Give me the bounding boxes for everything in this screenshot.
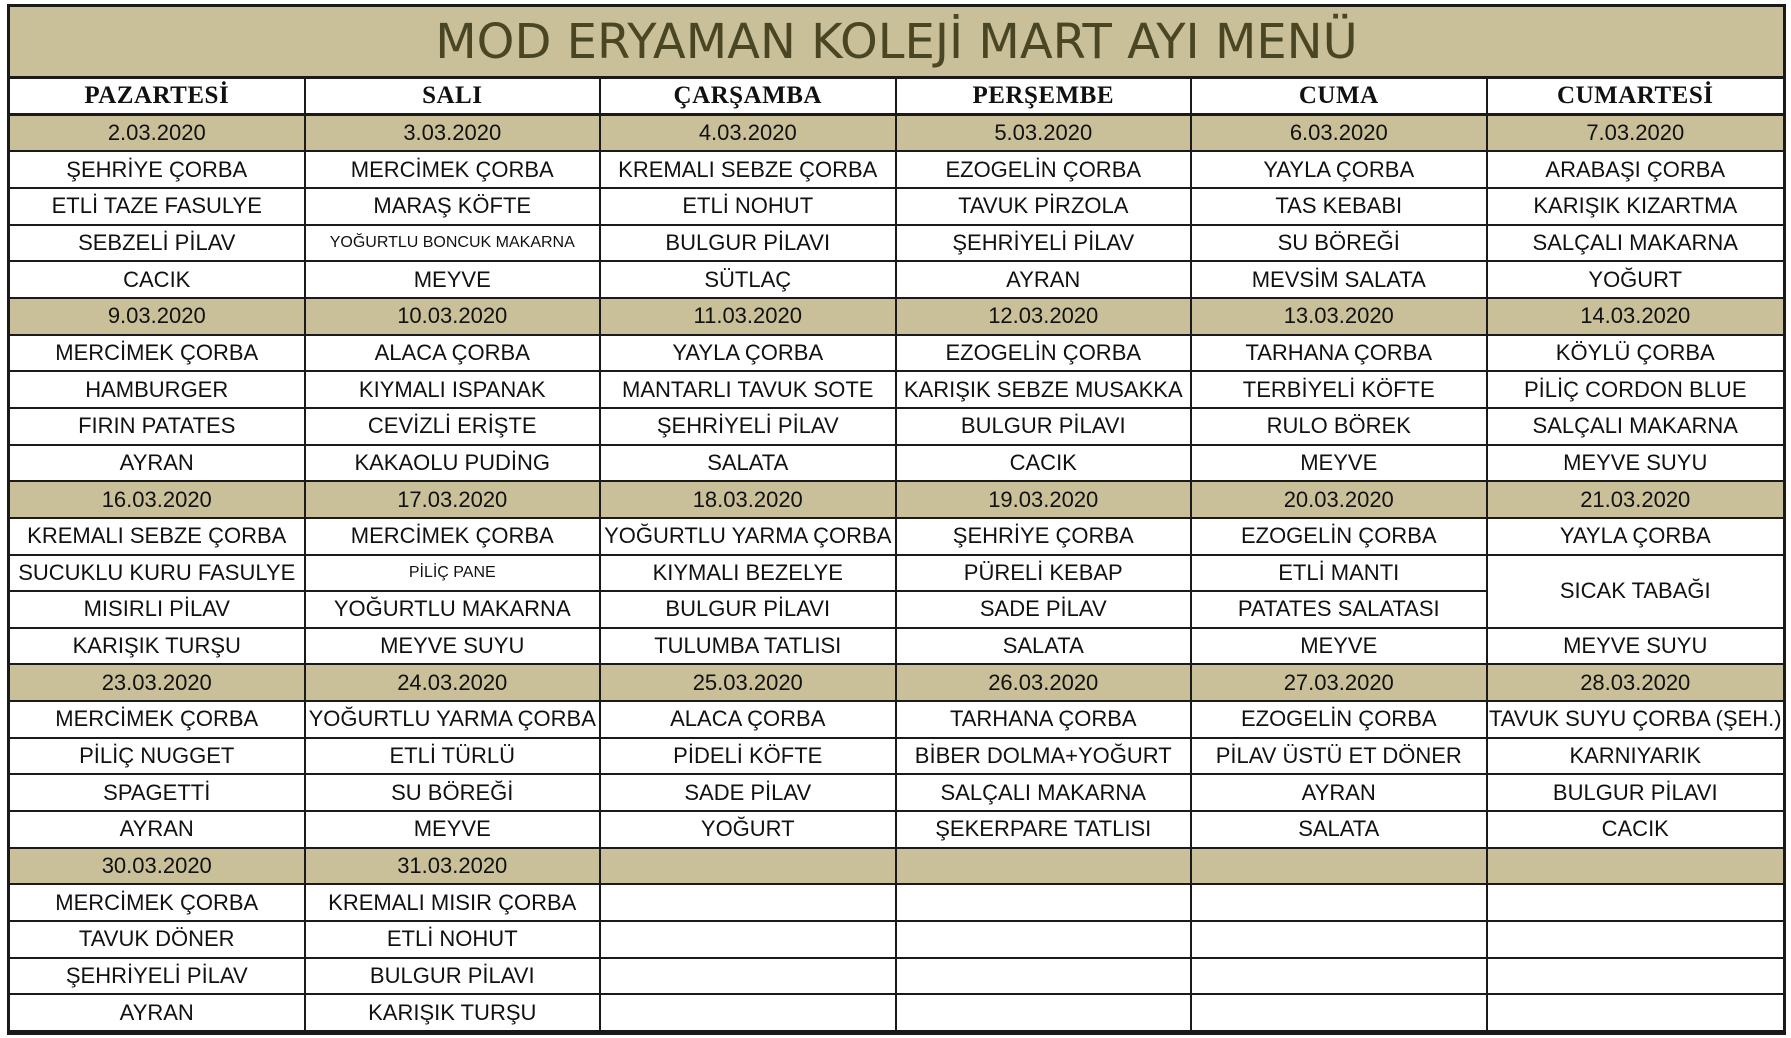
menu-item: TAVUK SUYU ÇORBA (ŞEH.) bbox=[1488, 702, 1784, 739]
menu-item bbox=[601, 885, 897, 922]
menu-item: ŞEHRİYELİ PİLAV bbox=[10, 959, 306, 996]
date-cell: 24.03.2020 bbox=[306, 665, 602, 702]
menu-item: YOĞURT bbox=[1488, 262, 1784, 299]
menu-item: PİLAV ÜSTÜ ET DÖNER bbox=[1192, 739, 1488, 776]
menu-item: AYRAN bbox=[897, 262, 1193, 299]
date-cell: 6.03.2020 bbox=[1192, 116, 1488, 153]
date-cell: 20.03.2020 bbox=[1192, 482, 1488, 519]
menu-item: SU BÖREĞİ bbox=[306, 775, 602, 812]
menu-item: RULO BÖREK bbox=[1192, 409, 1488, 446]
menu-item: SALATA bbox=[1192, 812, 1488, 849]
date-cell: 7.03.2020 bbox=[1488, 116, 1784, 153]
menu-item bbox=[897, 922, 1193, 959]
date-cell: 28.03.2020 bbox=[1488, 665, 1784, 702]
menu-item bbox=[897, 959, 1193, 996]
menu-item: TAVUK PİRZOLA bbox=[897, 189, 1193, 226]
menu-item: SALÇALI MAKARNA bbox=[1488, 226, 1784, 263]
menu-item: BULGUR PİLAVI bbox=[1488, 775, 1784, 812]
menu-item: MANTARLI TAVUK SOTE bbox=[601, 372, 897, 409]
date-cell: 4.03.2020 bbox=[601, 116, 897, 153]
date-cell: 25.03.2020 bbox=[601, 665, 897, 702]
menu-item: SADE PİLAV bbox=[601, 775, 897, 812]
menu-item: SEBZELİ PİLAV bbox=[10, 226, 306, 263]
menu-item: EZOGELİN ÇORBA bbox=[897, 336, 1193, 373]
day-header: CUMA bbox=[1192, 79, 1488, 116]
date-cell: 14.03.2020 bbox=[1488, 299, 1784, 336]
menu-item: MEYVE bbox=[306, 262, 602, 299]
menu-item bbox=[1192, 885, 1488, 922]
menu-item: BULGUR PİLAVI bbox=[601, 226, 897, 263]
menu-item: BULGUR PİLAVI bbox=[897, 409, 1193, 446]
menu-item: BİBER DOLMA+YOĞURT bbox=[897, 739, 1193, 776]
menu-item: SÜTLAÇ bbox=[601, 262, 897, 299]
menu-item bbox=[601, 995, 897, 1032]
menu-item: TAVUK DÖNER bbox=[10, 922, 306, 959]
day-header: PERŞEMBE bbox=[897, 79, 1193, 116]
menu-item: ALACA ÇORBA bbox=[306, 336, 602, 373]
menu-item: ETLİ TAZE FASULYE bbox=[10, 189, 306, 226]
menu-item: KARIŞIK TURŞU bbox=[306, 995, 602, 1032]
menu-item: SALÇALI MAKARNA bbox=[897, 775, 1193, 812]
menu-item: ETLİ MANTI bbox=[1192, 556, 1488, 593]
menu-item: PİLİÇ CORDON BLUE bbox=[1488, 372, 1784, 409]
date-cell: 30.03.2020 bbox=[10, 849, 306, 886]
menu-item: MEYVE bbox=[1192, 629, 1488, 666]
date-cell bbox=[897, 849, 1193, 886]
menu-item: KARNIYARIK bbox=[1488, 739, 1784, 776]
menu-item: ŞEHRİYE ÇORBA bbox=[10, 152, 306, 189]
menu-item bbox=[1488, 922, 1784, 959]
menu-item bbox=[1488, 959, 1784, 996]
date-cell: 3.03.2020 bbox=[306, 116, 602, 153]
menu-item: YAYLA ÇORBA bbox=[601, 336, 897, 373]
menu-item: ALACA ÇORBA bbox=[601, 702, 897, 739]
menu-item: TARHANA ÇORBA bbox=[897, 702, 1193, 739]
menu-item: TAS KEBABI bbox=[1192, 189, 1488, 226]
menu-item: CACIK bbox=[10, 262, 306, 299]
menu-item: YOĞURTLU BONCUK MAKARNA bbox=[306, 226, 602, 263]
menu-item bbox=[1488, 885, 1784, 922]
menu-item: AYRAN bbox=[10, 995, 306, 1032]
date-cell: 5.03.2020 bbox=[897, 116, 1193, 153]
date-cell: 17.03.2020 bbox=[306, 482, 602, 519]
menu-item: MEYVE SUYU bbox=[1488, 446, 1784, 483]
menu-item: SPAGETTİ bbox=[10, 775, 306, 812]
menu-item: ETLİ NOHUT bbox=[306, 922, 602, 959]
menu-item: BULGUR PİLAVI bbox=[601, 592, 897, 629]
menu-item: PATATES SALATASI bbox=[1192, 592, 1488, 629]
date-cell: 23.03.2020 bbox=[10, 665, 306, 702]
menu-item: EZOGELİN ÇORBA bbox=[897, 152, 1193, 189]
menu-item: EZOGELİN ÇORBA bbox=[1192, 519, 1488, 556]
menu-item: KARIŞIK SEBZE MUSAKKA bbox=[897, 372, 1193, 409]
day-header: SALI bbox=[306, 79, 602, 116]
menu-item: ŞEHRİYE ÇORBA bbox=[897, 519, 1193, 556]
menu-item bbox=[1192, 959, 1488, 996]
menu-item: SICAK TABAĞI bbox=[1488, 556, 1784, 629]
menu-item: MERCİMEK ÇORBA bbox=[10, 702, 306, 739]
menu-item: KIYMALI BEZELYE bbox=[601, 556, 897, 593]
menu-item: FIRIN PATATES bbox=[10, 409, 306, 446]
menu-item: SALATA bbox=[897, 629, 1193, 666]
menu-item: AYRAN bbox=[10, 446, 306, 483]
menu-item: CACIK bbox=[1488, 812, 1784, 849]
menu-item: EZOGELİN ÇORBA bbox=[1192, 702, 1488, 739]
menu-item: MEYVE SUYU bbox=[1488, 629, 1784, 666]
menu-item: SADE PİLAV bbox=[897, 592, 1193, 629]
date-cell: 2.03.2020 bbox=[10, 116, 306, 153]
menu-item: KAKAOLU PUDİNG bbox=[306, 446, 602, 483]
menu-item: PİLİÇ PANE bbox=[306, 556, 602, 593]
menu-item: BULGUR PİLAVI bbox=[306, 959, 602, 996]
menu-item bbox=[601, 922, 897, 959]
menu-item bbox=[601, 959, 897, 996]
day-header: CUMARTESİ bbox=[1488, 79, 1784, 116]
menu-item: MERCİMEK ÇORBA bbox=[306, 519, 602, 556]
menu-item: KARIŞIK TURŞU bbox=[10, 629, 306, 666]
date-cell: 9.03.2020 bbox=[10, 299, 306, 336]
menu-item: ETLİ NOHUT bbox=[601, 189, 897, 226]
menu-item: MEYVE bbox=[1192, 446, 1488, 483]
menu-item: ETLİ TÜRLÜ bbox=[306, 739, 602, 776]
menu-item bbox=[1192, 995, 1488, 1032]
menu-item: KREMALI SEBZE ÇORBA bbox=[10, 519, 306, 556]
menu-item: KREMALI MISIR ÇORBA bbox=[306, 885, 602, 922]
menu-sheet bbox=[7, 4, 1786, 1035]
menu-item: YOĞURTLU MAKARNA bbox=[306, 592, 602, 629]
date-cell: 13.03.2020 bbox=[1192, 299, 1488, 336]
date-cell: 10.03.2020 bbox=[306, 299, 602, 336]
date-cell: 19.03.2020 bbox=[897, 482, 1193, 519]
menu-item: CACIK bbox=[897, 446, 1193, 483]
menu-item bbox=[1488, 995, 1784, 1032]
menu-item: TERBİYELİ KÖFTE bbox=[1192, 372, 1488, 409]
menu-item: KARIŞIK KIZARTMA bbox=[1488, 189, 1784, 226]
menu-item: TARHANA ÇORBA bbox=[1192, 336, 1488, 373]
menu-item: PÜRELİ KEBAP bbox=[897, 556, 1193, 593]
date-cell bbox=[1488, 849, 1784, 886]
menu-item: KÖYLÜ ÇORBA bbox=[1488, 336, 1784, 373]
menu-item: YAYLA ÇORBA bbox=[1488, 519, 1784, 556]
menu-item: MEVSİM SALATA bbox=[1192, 262, 1488, 299]
menu-item: KREMALI SEBZE ÇORBA bbox=[601, 152, 897, 189]
date-cell: 26.03.2020 bbox=[897, 665, 1193, 702]
menu-item: YOĞURTLU YARMA ÇORBA bbox=[601, 519, 897, 556]
menu-item: PİLİÇ NUGGET bbox=[10, 739, 306, 776]
menu-grid bbox=[10, 79, 1783, 1032]
date-cell bbox=[1192, 849, 1488, 886]
menu-item: AYRAN bbox=[1192, 775, 1488, 812]
menu-item bbox=[897, 995, 1193, 1032]
menu-item: MERCİMEK ÇORBA bbox=[306, 152, 602, 189]
date-cell: 12.03.2020 bbox=[897, 299, 1193, 336]
menu-item: SU BÖREĞİ bbox=[1192, 226, 1488, 263]
day-header: ÇARŞAMBA bbox=[601, 79, 897, 116]
menu-item: PİDELİ KÖFTE bbox=[601, 739, 897, 776]
menu-item: SALÇALI MAKARNA bbox=[1488, 409, 1784, 446]
menu-item: AYRAN bbox=[10, 812, 306, 849]
menu-item: ŞEHRİYELİ PİLAV bbox=[897, 226, 1193, 263]
menu-item bbox=[1192, 922, 1488, 959]
menu-item: MERCİMEK ÇORBA bbox=[10, 885, 306, 922]
date-cell bbox=[601, 849, 897, 886]
menu-item: KIYMALI ISPANAK bbox=[306, 372, 602, 409]
menu-item bbox=[897, 885, 1193, 922]
date-cell: 31.03.2020 bbox=[306, 849, 602, 886]
date-cell: 27.03.2020 bbox=[1192, 665, 1488, 702]
menu-item: ŞEKERPARE TATLISI bbox=[897, 812, 1193, 849]
date-cell: 11.03.2020 bbox=[601, 299, 897, 336]
date-cell: 16.03.2020 bbox=[10, 482, 306, 519]
menu-item: MISIRLI PİLAV bbox=[10, 592, 306, 629]
menu-item: YOĞURT bbox=[601, 812, 897, 849]
date-cell: 21.03.2020 bbox=[1488, 482, 1784, 519]
menu-item: SALATA bbox=[601, 446, 897, 483]
menu-item: MERCİMEK ÇORBA bbox=[10, 336, 306, 373]
menu-item: ARABAŞI ÇORBA bbox=[1488, 152, 1784, 189]
menu-item: MARAŞ KÖFTE bbox=[306, 189, 602, 226]
menu-item: CEVİZLİ ERİŞTE bbox=[306, 409, 602, 446]
menu-title: MOD ERYAMAN KOLEJİ MART AYI MENÜ bbox=[10, 7, 1783, 79]
menu-item: YOĞURTLU YARMA ÇORBA bbox=[306, 702, 602, 739]
day-header: PAZARTESİ bbox=[10, 79, 306, 116]
menu-item: YAYLA ÇORBA bbox=[1192, 152, 1488, 189]
date-cell: 18.03.2020 bbox=[601, 482, 897, 519]
menu-item: HAMBURGER bbox=[10, 372, 306, 409]
menu-item: MEYVE SUYU bbox=[306, 629, 602, 666]
menu-item: ŞEHRİYELİ PİLAV bbox=[601, 409, 897, 446]
menu-item: TULUMBA TATLISI bbox=[601, 629, 897, 666]
menu-item: SUCUKLU KURU FASULYE bbox=[10, 556, 306, 593]
menu-item: MEYVE bbox=[306, 812, 602, 849]
